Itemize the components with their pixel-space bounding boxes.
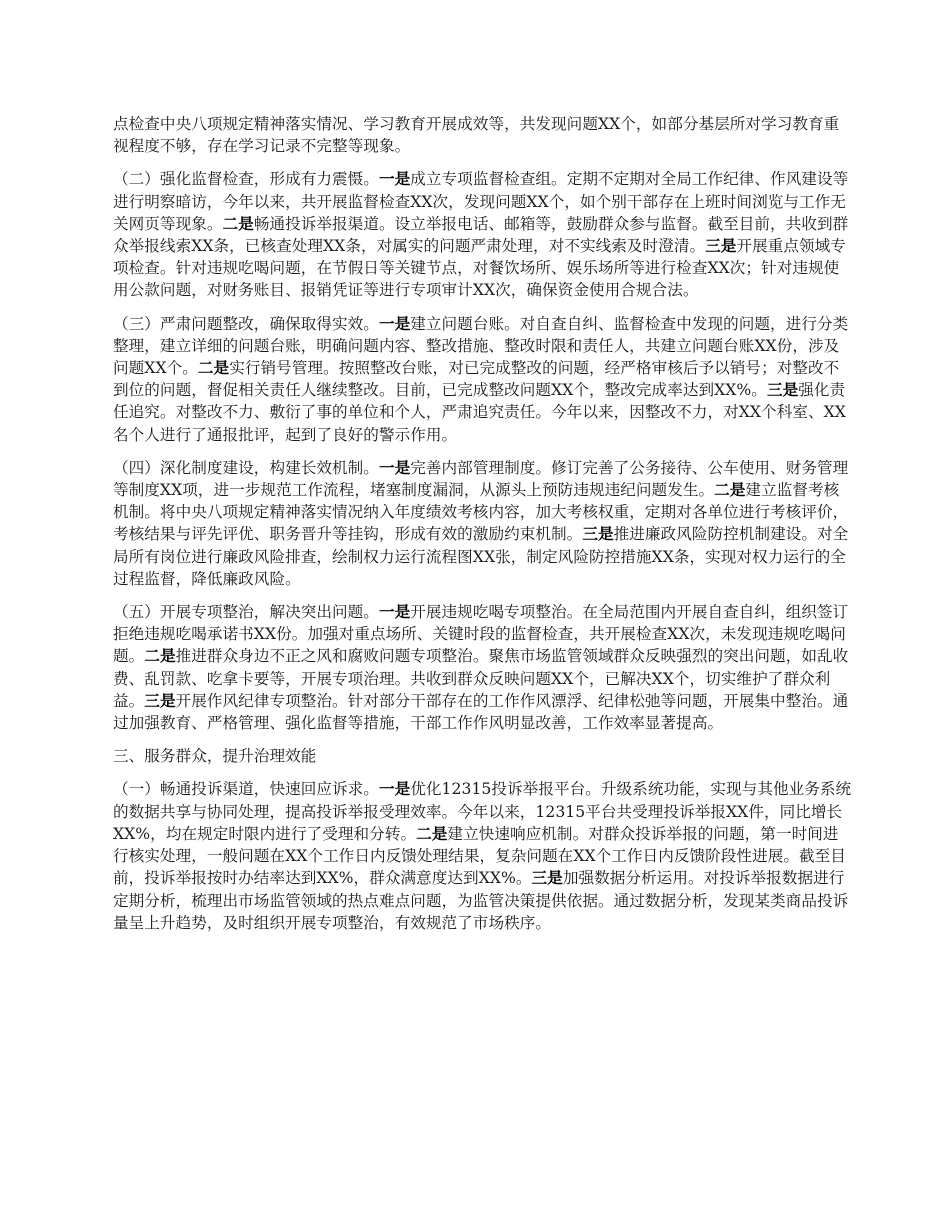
text-run: 成立专项监督检查组。定期不定期对全局工作纪律、作风建设等进行明察暗访，今年以来，共开展监督检查XX次，发现问题XX个，如个别干部存在上班时间浏览与工作无关网页等现象。 [113, 170, 849, 233]
bold-keyword: 二是 [197, 358, 230, 378]
text-run: 开展作风纪律专项整治。针对部分干部存在的工作作风漂浮、纪律松弛等问题，开展集中整治。通过加强教育、严格管理、强化监督等措施，干部工作作风明显改善，工作效率显著提高。 [113, 691, 849, 733]
bold-keyword: 一是 [378, 457, 411, 477]
text-run: 实行销号管理。按照整改台账，对已完成整改的问题，经严格审核后予以销号；对整改不到位的问题，督促相关责任人继续整改。目前，已完成整改问题XX个，整改完成率达到XX%。 [113, 359, 840, 400]
text-run: （二）强化监督检查，形成有力震慑。 [113, 170, 379, 189]
text-run: 畅通投诉举报渠道。设立举报电话、邮箱等，鼓励群众参与监督。截至目前，共收到群众举报线索XX条，已核查处理XX条，对属实的问题严肃处理，对不实线索及时澄清。 [113, 214, 849, 256]
text-run: 加强数据分析运用。对投诉举报数据进行定期分析，梳理出市场监管领域的热点难点问题，为监管决策提供依据。通过数据分析，发现某类商品投诉量呈上升趋势，及时组织开展专项整治，有效规范了市场秩序。 [113, 869, 849, 932]
text-run: 开展重点领域专项检查。针对违规吃喝问题，在节假日等关键节点，对餐饮场所、娱乐场所等进行检查XX次；针对违规使用公款问题，对财务账目、报销凭证等进行专项审计XX次，确保资金使用合规合法。 [113, 237, 846, 300]
paragraph-intro-continuation [113, 113, 853, 157]
bold-keyword: 三是 [766, 380, 799, 400]
paragraph-section-2-supervision [113, 168, 853, 301]
bold-keyword: 二是 [222, 213, 254, 233]
text-run: 建立监督考核机制。将中央八项规定精神落实情况纳入年度绩效考核内容，加大考核权重，定期对各单位进行考核评价，考核结果与评先评优、职务晋升等挂钩，形成有效的激励约束机制。 [113, 481, 849, 544]
bold-keyword: 三是 [582, 524, 614, 544]
text-run: 完善内部管理制度。修订完善了公务接待、公车使用、财务管理等制度XX项，进一步规范工作流程，堵塞制度漏洞，从源头上预防违规违纪问题发生。 [113, 458, 849, 500]
text-run: 建立快速响应机制。对群众投诉举报的问题，第一时间进行核实处理，一般问题在XX个工作日内反馈处理结果，复杂问题在XX个工作日内反馈阶段性进展。截至目前，投诉举报按时办结率达到XX%，群众满意度达到XX%。 [113, 824, 846, 888]
bold-keyword: 二是 [714, 480, 746, 500]
text-run: 开展违规吃喝专项整治。在全局范围内开展自查自纠，组织签订拒绝违规吃喝承诺书XX份。加强对重点场所、关键时段的监督检查，共开展检查XX次，未发现违规吃喝问题。 [113, 603, 849, 666]
text-run: 优化12315投诉举报平台。升级系统功能，实现与其他业务系统的数据共享与协同处理，提高投诉举报受理效率。今年以来，12315平台共受理投诉举报XX件，同比增长XX%，均在规定时限内进行了受理和分转。 [113, 780, 852, 843]
text-run: 三、服务群众，提升治理效能 [113, 747, 317, 766]
bold-keyword: 三是 [705, 236, 737, 256]
paragraph-section-4-institution [113, 457, 853, 590]
bold-keyword: 一是 [378, 779, 411, 799]
bold-keyword: 一是 [378, 602, 411, 622]
text-run: （四）深化制度建设，构建长效机制。 [113, 458, 379, 477]
text-run: 强化责任追究。对整改不力、敷衍了事的单位和个人，严肃追究责任。今年以来，因整改不力，对XX个科室、XX名个人进行了通报批评，起到了良好的警示作用。 [113, 381, 846, 444]
paragraph-section-3-rectification [113, 313, 853, 446]
document-body [113, 113, 853, 945]
bold-keyword: 一是 [378, 313, 411, 333]
paragraph-complaint-channel [113, 778, 853, 933]
bold-keyword: 二是 [144, 646, 176, 666]
text-run: （一）畅通投诉渠道，快速回应诉求。 [113, 780, 379, 799]
bold-keyword: 二是 [416, 823, 448, 843]
bold-keyword: 一是 [378, 169, 411, 189]
paragraph-section-5-special-campaign [113, 601, 853, 734]
text-run: （五）开展专项整治，解决突出问题。 [113, 603, 379, 622]
bold-keyword: 三是 [144, 690, 176, 710]
bold-keyword: 三是 [531, 868, 563, 888]
text-run: 点检查中央八项规定精神落实情况、学习教育开展成效等，共发现问题XX个，如部分基层所对学习教育重视程度不够，存在学习记录不完整等现象。 [113, 115, 840, 156]
text-run: 建立问题台账。对自查自纠、监督检查中发现的问题，进行分类整理，建立详细的问题台账，明确问题内容、整改措施、整改时限和责任人，共建立问题台账XX份，涉及问题XX个。 [113, 314, 849, 378]
text-run: 推进廉政风险防控机制建设。对全局所有岗位进行廉政风险排查，绘制权力运行流程图XX张，制定风险防控措施XX条，实现对权力运行的全过程监督，降低廉政风险。 [113, 525, 849, 588]
heading-serve-the-public [113, 745, 853, 767]
text-run: （三）严肃问题整改，确保取得实效。 [113, 314, 379, 333]
text-run: 推进群众身边不正之风和腐败问题专项整治。聚焦市场监管领域群众反映强烈的突出问题，如乱收费、乱罚款、吃拿卡要等，开展专项治理。共收到群众反映问题XX个，已解决XX个，切实维护了群众利益。 [113, 647, 849, 710]
